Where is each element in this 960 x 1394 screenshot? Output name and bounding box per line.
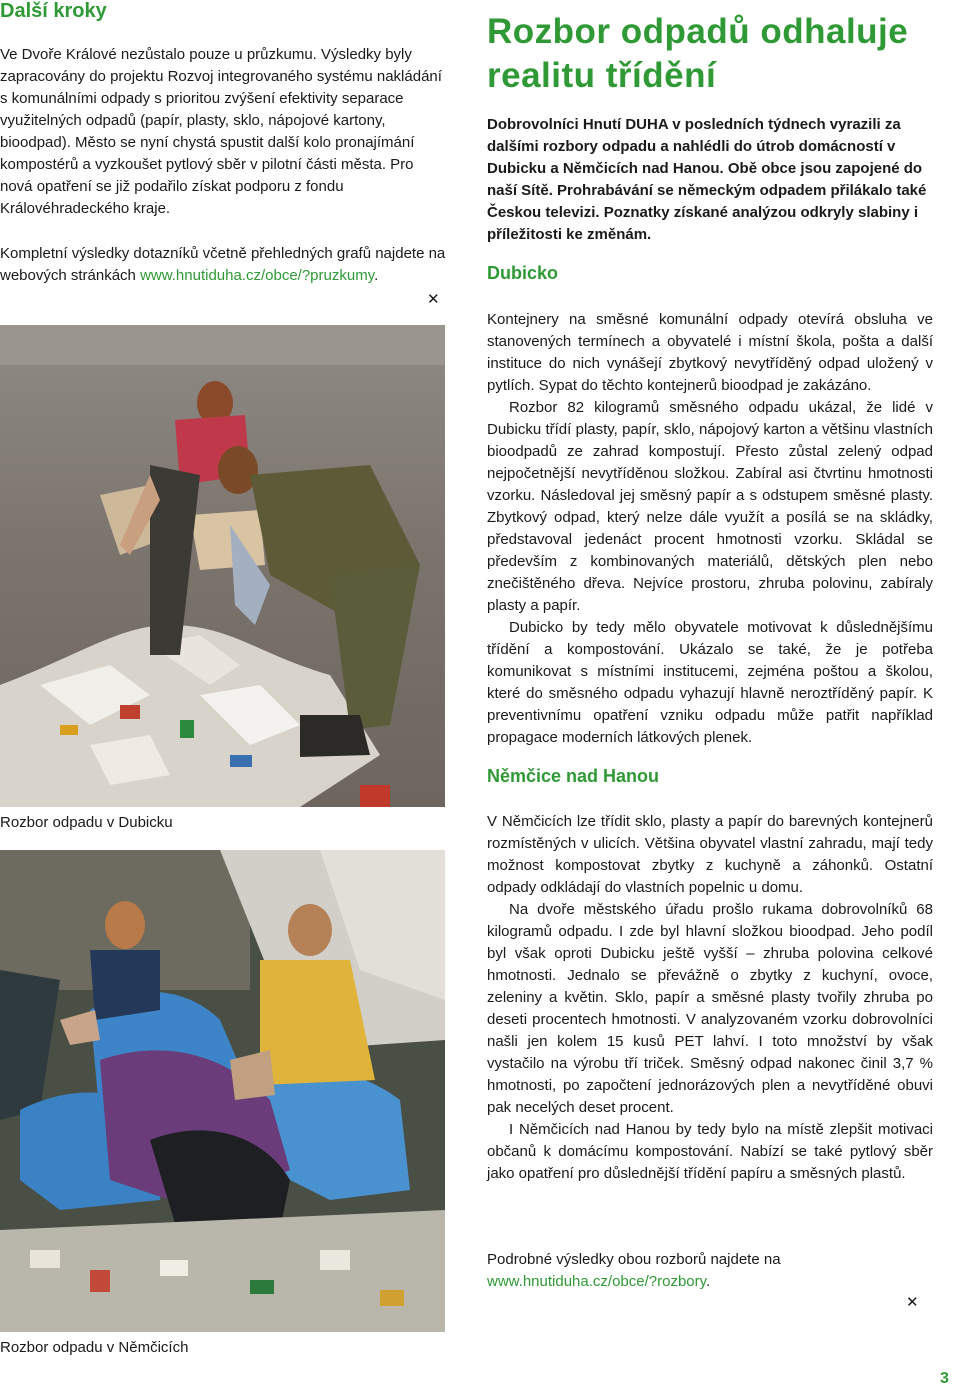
end-mark-icon: ✕	[427, 291, 440, 308]
left-paragraph-2	[0, 243, 446, 287]
final-note	[487, 1249, 933, 1293]
rozbory-link[interactable]: www.hnutiduha.cz/obce/?rozbory	[487, 1273, 707, 1290]
subheading-dubicko: Dubicko	[487, 263, 559, 283]
article-title: Rozbor odpadů odhaluje realitu třídění	[487, 12, 909, 95]
section-heading-dalsi-kroky: Další kroky	[0, 0, 107, 22]
photo-nemcice	[0, 850, 445, 1332]
nemcice-paragraph-1: V Němčicích lze třídit sklo, plasty a papír do barevných kontejnerů rozmístěných v ulicích. Většina obyvatel vlastní zahradu, mají tedy možnost kompostovat zbytky z kuchyně a záhonků. Ostatní odpady odkládají do vlastních popelnic u domu.	[487, 813, 933, 896]
pruzkumy-link[interactable]: www.hnutiduha.cz/obce/?pruzkumy	[140, 267, 375, 284]
nemcice-paragraph-2: Na dvoře městského úřadu prošlo rukama dobrovolníků 68 kilogramů odpadu. I zde byl hlavní složkou bioodpad. Jeho podíl byl však oproti Dubicku ještě vyšší – zhruba polovina celkové hmotnosti. Jednalo se převážně o zbytky z kuchyní, ovoce, zeleniny a květin. Sklo, papír a směsné plasty tvořily zhruba po deseti procentech hmotnosti. V analyzovaném vzorku dobrovolníci našli jen kolem 15 kusů PET lahví. I toto množství by však vystačilo na výrobu tří triček. Směsný odpad nakonec činil 3,7 % hmotnosti, po započtení jednorázových plen a nevytříděné obuvi pak necelých deset procent.	[487, 901, 933, 1116]
photo-caption-dubicko: Rozbor odpadu v Dubicku	[0, 814, 173, 831]
dubicko-paragraph-3: Dubicko by tedy mělo obyvatele motivovat k důslednějšímu třídění a kompostování. Ukázalo se také, že je potřeba komunikovat s místními institucemi, zejména poštou a školou, které do směsného odpadu vyhazují hlavně neroztříděný papír. K preventivnímu opatření vzniku odpadu může patřit například propagace moderních látkových plenek.	[487, 619, 933, 746]
end-mark-icon: ✕	[906, 1294, 919, 1311]
article-lead: Dobrovolníci Hnutí DUHA v posledních týdnech vyrazili za dalšími rozbory odpadu a nahlédli do útrob domácností v Dubicku a Němčicích nad Hanou. Obě obce jsou zapojené do naší Sítě. Prohrabávání se německým odpadem přilákalo také Českou televizi. Poznatky získané analýzou odkryly slabiny i příležitosti ke změnám.	[487, 116, 927, 243]
page-number: 3	[940, 1370, 949, 1387]
dubicko-paragraph-2: Rozbor 82 kilogramů směsného odpadu ukázal, že lidé v Dubicku třídí plasty, papír, sklo, nápojový karton a většinu vlastních bioodpadů ze zahrad kompostují. Přesto zůstal zelený odpad nejpočetnější nevytříděnou složkou. Zabíral asi čtvrtinu hmotnosti vzorku. Následoval jej směsný papír a s odstupem směsné plasty. Zbytkový odpad, který nelze dále využít a posílá se na skládky, představoval jedenáct procent hmotnosti vzorku. Skládal se především z kombinovaných materiálů, dětských plen nebo znečištěného dřeva. Nejvíce prostoru, zhruba polovinu, zabíraly plasty a papír.	[487, 399, 933, 614]
dubicko-paragraph-1: Kontejnery na směsné komunální odpady otevírá obsluha ve stanovených termínech a obyvatelé i místní škola, pošta a další instituce do nich vynášejí zbytkový nevytříděný odpad uložený v pytlích. Sypat do těchto kontejnerů bioodpad je zakázáno.	[487, 311, 933, 394]
nemcice-paragraph-3: I Němčicích nad Hanou by tedy bylo na místě zlepšit motivaci občanů k domácímu kompostování. Nabízí se také pytlový sběr jako opatření pro důslednější třídění papíru a směsných plastů.	[487, 1121, 933, 1182]
final-note-end: .	[706, 1273, 711, 1290]
photo-dubicko	[0, 325, 445, 807]
final-note-text: Podrobné výsledky obou rozborů najdete na	[487, 1251, 781, 1268]
photo-caption-nemcice: Rozbor odpadu v Němčicích	[0, 1339, 189, 1356]
left-paragraph-2-end: .	[374, 267, 379, 284]
nemcice-body	[487, 811, 933, 1185]
subheading-nemcice: Němčice nad Hanou	[487, 766, 660, 786]
left-paragraph-2-text: Kompletní výsledky dotazníků včetně přehledných grafů najdete na webových stránkách	[0, 245, 446, 284]
left-paragraph-1: Ve Dvoře Králové nezůstalo pouze u průzkumu. Výsledky byly zapracovány do projektu Rozvoj integrovaného systému nakládání s komunálními odpady s prioritou zvýšení efektivity separace využitelných odpadů (papír, plasty, sklo, nápojové kartony, bioodpad). Město se nyní chystá spustit další kolo pronajímání kompostérů a vyzkoušet pytlový sběr v pilotní části města. Pro nová opatření se již podařilo získat podporu z fondu Královéhradeckého kraje.	[0, 46, 442, 217]
dubicko-body	[487, 309, 933, 749]
